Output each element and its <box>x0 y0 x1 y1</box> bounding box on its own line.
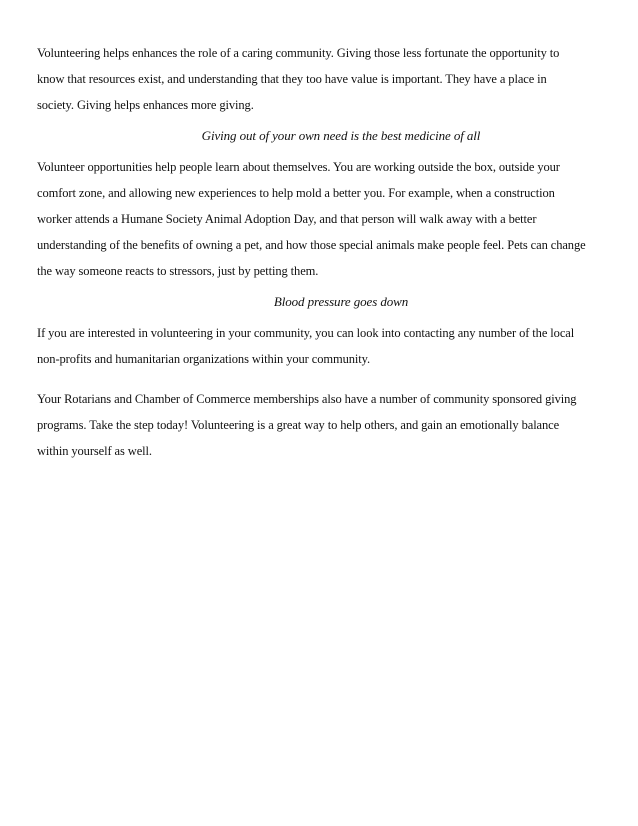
text-line: worker attends a Humane Society Animal Adoption Day, and that person will walk away with a better <box>37 212 537 226</box>
text-line: society. Giving helps enhances more giving. <box>37 98 254 112</box>
text-line: Volunteer opportunities help people learn about themselves. You are working outside the box, outside your <box>37 160 560 174</box>
text-line: programs. Take the step today! Volunteering is a great way to help others, and gain an emotionally balance <box>37 418 560 432</box>
text-line: within yourself as well. <box>37 444 152 458</box>
paragraph-gap <box>37 376 605 386</box>
text-line: Your Rotarians and Chamber of Commerce memberships also have a number of community sponsored giving <box>37 392 577 406</box>
paragraph-interested-volunteering <box>37 320 605 372</box>
text-line: understanding of the benefits of owning a pet, and how those special animals make people feel. Pets can change <box>37 238 586 252</box>
paragraph-rotarians <box>37 386 605 464</box>
text-line: comfort zone, and allowing new experiences to help mold a better you. For example, when a construction <box>37 186 555 200</box>
heading-blood-pressure: Blood pressure goes down <box>273 294 409 309</box>
text-line: If you are interested in volunteering in your community, you can look into contacting any number of the local <box>37 326 575 340</box>
heading-best-medicine: Giving out of your own need is the best medicine of all <box>201 128 481 143</box>
paragraph-caring-community <box>37 40 605 118</box>
document-page <box>37 40 605 468</box>
paragraph-volunteer-opportunities <box>37 154 605 284</box>
text-line: Volunteering helps enhances the role of a caring community. Giving those less fortunate the opportunity to <box>37 46 560 60</box>
text-line: know that resources exist, and understanding that they too have value is important. They have a place in <box>37 72 547 86</box>
text-line: non-profits and humanitarian organizations within your community. <box>37 352 371 366</box>
text-line: the way someone reacts to stressors, just by petting them. <box>37 264 319 278</box>
